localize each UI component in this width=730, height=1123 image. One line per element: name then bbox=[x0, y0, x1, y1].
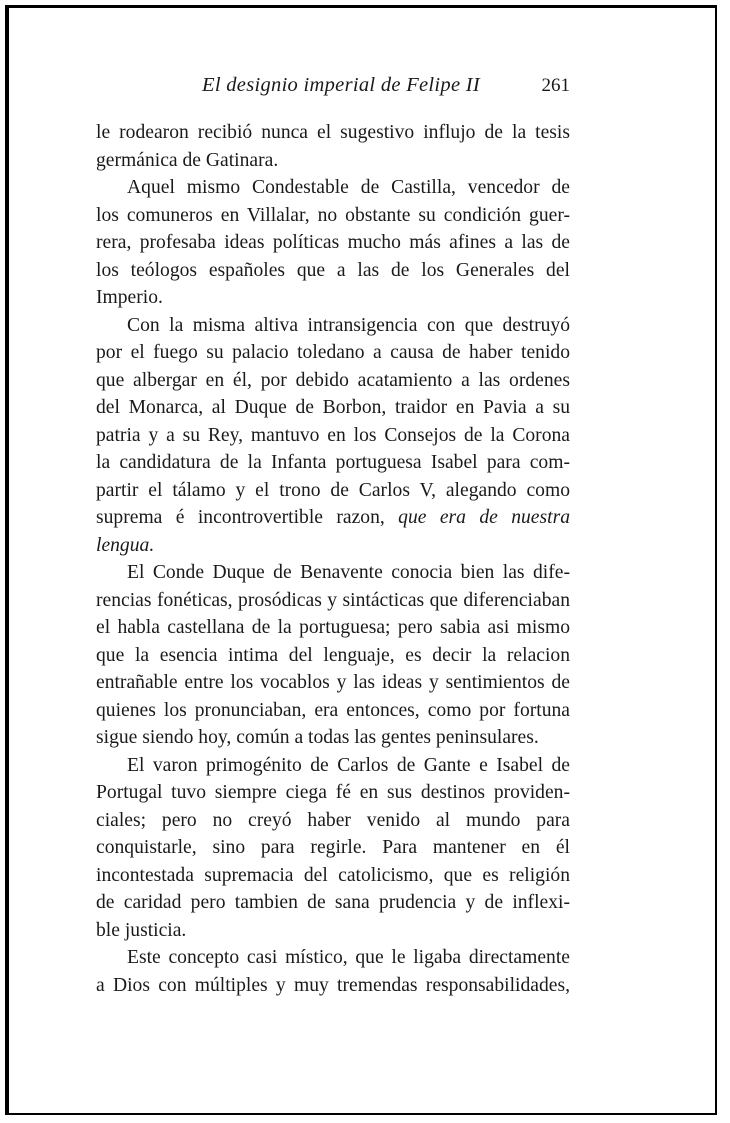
text-line: los teólogos españoles que a las de los Generales del bbox=[96, 259, 570, 281]
text-segment: suprema é incontrovertible razon, bbox=[96, 507, 385, 528]
text-line: partir el tálamo y el trono de Carlos V, alegando como bbox=[96, 479, 570, 501]
text-line: el habla castellana de la portuguesa; pero sabia asi mismo bbox=[96, 617, 570, 638]
italic-quote: que era de nuestra bbox=[398, 507, 570, 528]
text-line: del Monarca, al Duque de Borbon, traidor en Pavia a su bbox=[96, 397, 570, 418]
text-line: germánica de Gatinara. bbox=[96, 149, 279, 171]
text-line: ble justicia. bbox=[96, 919, 187, 941]
text-line: patria y a su Rey, mantuvo en los Consejos de la Corona bbox=[96, 424, 570, 446]
running-title: El designio imperial de Felipe II bbox=[202, 74, 481, 96]
body-text bbox=[96, 119, 570, 999]
paragraph-first-line: El Conde Duque de Benavente conocia bien las dife- bbox=[127, 562, 570, 583]
text-line: rera, profesaba ideas políticas mucho más afines a las de bbox=[96, 232, 570, 253]
text-line: conquistarle, sino para regirle. Para mantener en él bbox=[96, 837, 570, 858]
text-line: le rodearon recibió nunca el sugestivo influjo de la tesis bbox=[96, 122, 570, 143]
text-line: sigue siendo hoy, común a todas las gentes peninsulares. bbox=[96, 727, 539, 748]
text-line: a Dios con múltiples y muy tremendas responsabilidades, bbox=[96, 974, 570, 996]
text-line: rencias fonéticas, prosódicas y sintácticas que diferenciaban bbox=[96, 589, 570, 611]
text-line: que la esencia intima del lenguaje, es decir la relacion bbox=[96, 644, 570, 666]
page-number: 261 bbox=[541, 75, 570, 96]
text-line: Imperio. bbox=[96, 287, 163, 308]
paragraph-first-line: El varon primogénito de Carlos de Gante e Isabel de bbox=[127, 754, 570, 776]
text-line: que albergar en él, por debido acatamiento a las ordenes bbox=[96, 369, 570, 391]
running-header bbox=[96, 74, 570, 104]
text-line: ciales; pero no creyó haber venido al mundo para bbox=[96, 809, 570, 831]
text-line: entrañable entre los vocablos y las ideas y sentimientos de bbox=[96, 672, 570, 693]
text-line: Portugal tuvo siempre ciega fé en sus destinos providen- bbox=[96, 782, 570, 803]
paragraph-first-line: Aquel mismo Condestable de Castilla, vencedor de bbox=[127, 177, 570, 198]
text-line: la candidatura de la Infanta portuguesa Isabel para com- bbox=[96, 452, 570, 473]
text-line: quienes los pronunciaban, era entonces, como por fortuna bbox=[96, 699, 570, 721]
paragraph-first-line: Con la misma altiva intransigencia con que destruyó bbox=[127, 314, 570, 336]
text-line: por el fuego su palacio toledano a causa de haber tenido bbox=[96, 342, 570, 363]
text-line-with-italic bbox=[96, 504, 570, 532]
paragraph-first-line: Este concepto casi místico, que le ligaba directamente bbox=[127, 947, 570, 968]
text-line: los comuneros en Villalar, no obstante su condición guer- bbox=[96, 204, 570, 226]
italic-quote-end: lengua. bbox=[96, 534, 155, 556]
text-line: incontestada supremacia del catolicismo, que es religión bbox=[96, 864, 570, 886]
text-line: de caridad pero tambien de sana prudencia y de inflexi- bbox=[96, 892, 570, 913]
